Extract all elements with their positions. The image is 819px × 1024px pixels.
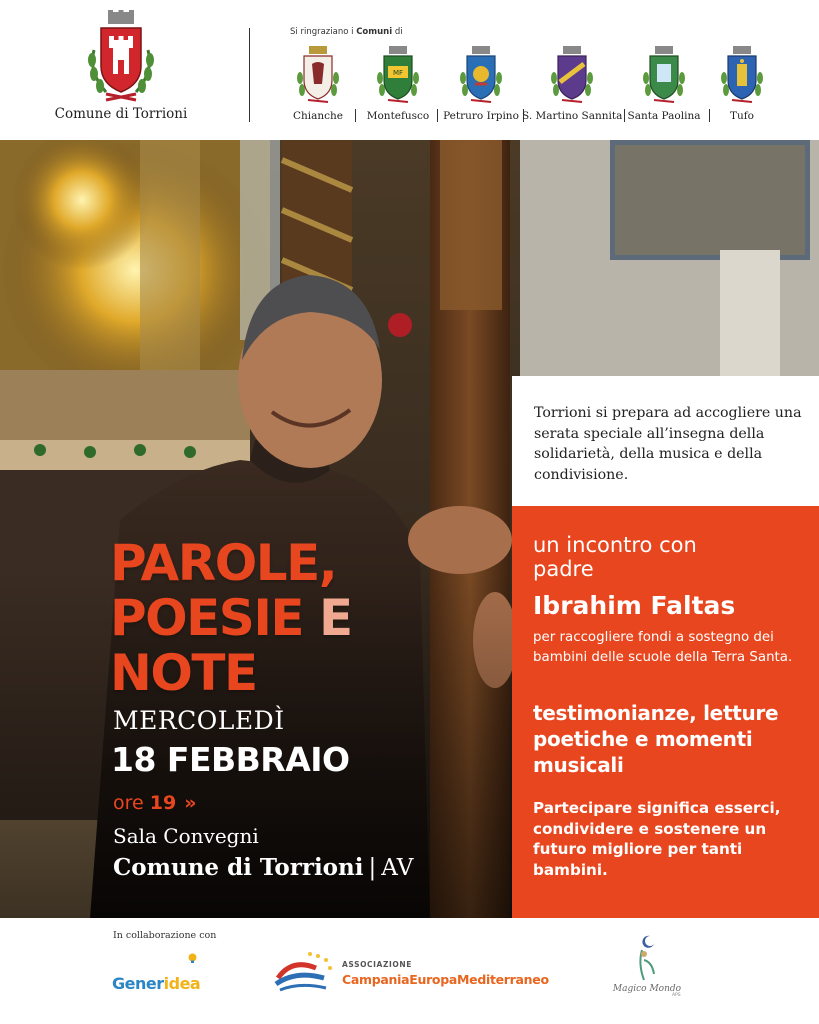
title-line-1: PAROLE, bbox=[110, 534, 337, 592]
purpose-text: per raccogliere fondi a sostegno dei bambini delle scuole della Terra Santa. bbox=[533, 630, 793, 665]
generidea-logo: Generidea bbox=[112, 974, 201, 993]
panel-notch bbox=[512, 476, 524, 500]
event-time: ore 19 » bbox=[113, 792, 194, 814]
event-day: MERCOLEDÌ bbox=[113, 706, 285, 735]
title-line-3: NOTE bbox=[110, 644, 257, 702]
town-petruro-irpino bbox=[431, 44, 531, 122]
main-municipality-name: Comune di Torrioni bbox=[54, 106, 188, 122]
magico-mondo-aps-label: APS bbox=[672, 993, 681, 998]
magico-mondo-logo-icon bbox=[628, 930, 664, 986]
san-martino-sannita-crest-icon bbox=[548, 44, 596, 104]
event-date: 18 FEBBRAIO bbox=[111, 740, 350, 779]
campania-association-label: ASSOCIAZIONE bbox=[342, 960, 412, 969]
closing-text: Partecipare significa esserci, condividere e sostenere un futuro migliore per tanti bambini. bbox=[533, 799, 781, 879]
town-label: Petruro Irpino bbox=[443, 110, 519, 122]
magico-mondo-logo: Magico Mondo bbox=[612, 984, 682, 994]
thanks-text: Si ringraziano i Comuni di bbox=[290, 27, 403, 37]
town-label: Montefusco bbox=[366, 110, 430, 122]
double-chevron-icon: » bbox=[184, 792, 194, 814]
collaboration-label: In collaborazione con bbox=[113, 930, 217, 941]
highlights-text: testimonianze, letture poetiche e momenti musicali bbox=[533, 701, 779, 777]
guest-name: Ibrahim Faltas bbox=[533, 591, 736, 620]
campania-europa-mediterraneo-logo: CampaniaEuropaMediterraneo bbox=[342, 972, 549, 987]
event-title bbox=[110, 536, 352, 701]
campania-europa-mediterraneo-logo-icon bbox=[272, 948, 336, 996]
venue-room: Sala Convegni bbox=[113, 824, 259, 848]
town-san-martino-sannita bbox=[522, 44, 622, 122]
venue-place: Comune di Torrioni | AV bbox=[113, 854, 414, 881]
town-label: Chianche bbox=[292, 110, 344, 122]
title-line-2: POESIE E bbox=[110, 589, 352, 647]
town-label: S. Martino Sannita bbox=[522, 110, 623, 122]
town-tufo bbox=[692, 44, 792, 122]
santa-paolina-crest-icon bbox=[640, 44, 688, 104]
svg-text:MF: MF bbox=[392, 69, 404, 77]
meeting-intro: un incontro con padre bbox=[533, 533, 697, 581]
intro-text: Torrioni si prepara ad accogliere una serata speciale all’insegna della solidarietà, della musica e della condivisione. bbox=[534, 405, 802, 483]
torrioni-crest-icon bbox=[84, 10, 158, 104]
generidea-logo-icon bbox=[162, 952, 262, 974]
town-label: Santa Paolina bbox=[627, 110, 701, 122]
chianche-crest-icon bbox=[294, 44, 342, 104]
header-divider bbox=[249, 28, 250, 122]
header bbox=[0, 0, 819, 140]
montefusco-crest-icon bbox=[374, 44, 422, 104]
tufo-crest-icon bbox=[718, 44, 766, 104]
petruro-irpino-crest-icon bbox=[457, 44, 505, 104]
town-label: Tufo bbox=[730, 110, 754, 122]
